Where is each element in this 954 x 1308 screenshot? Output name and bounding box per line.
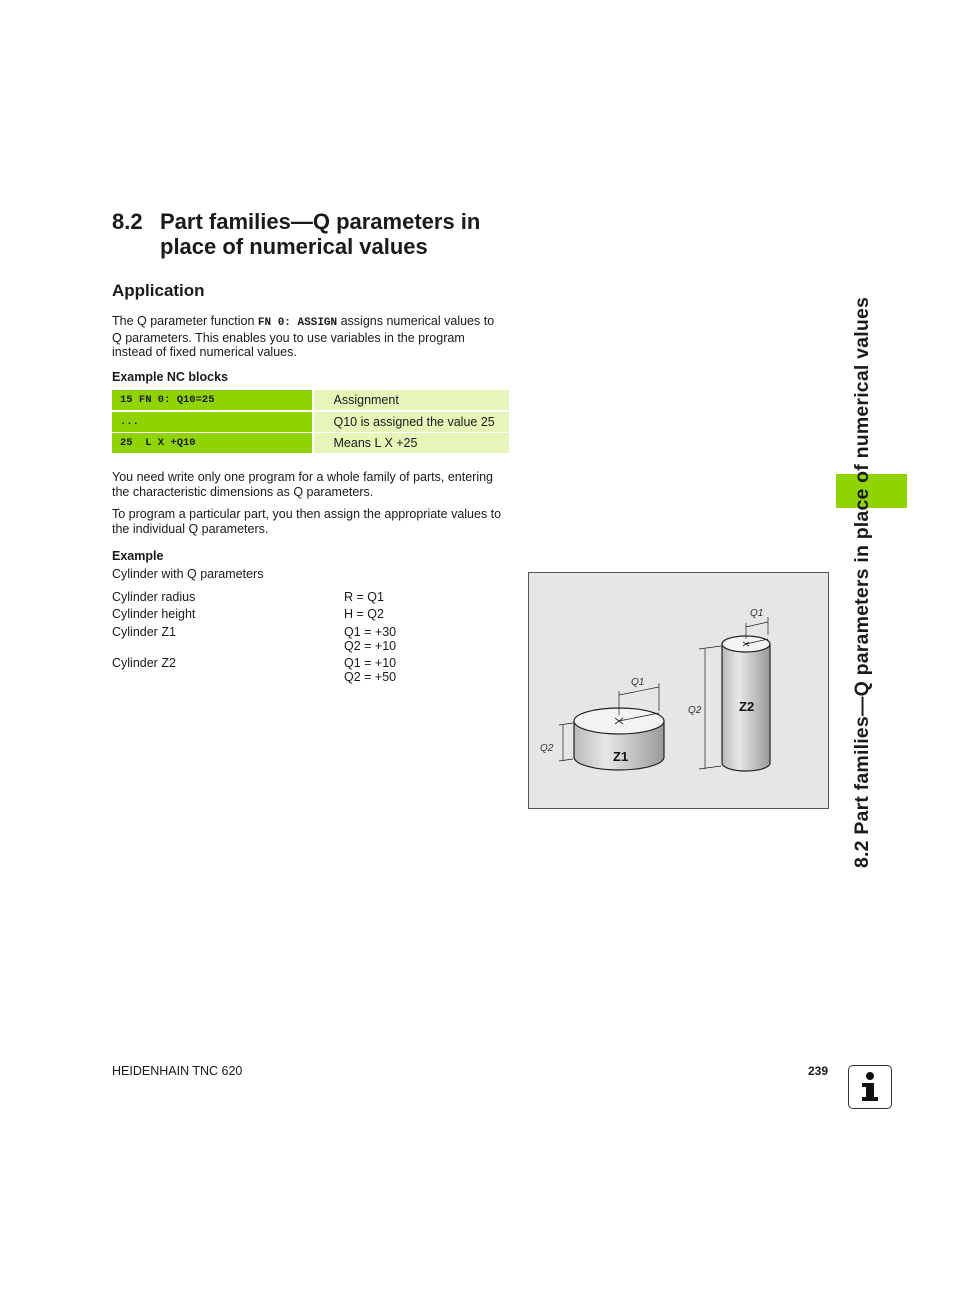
example-value: Q2 = +10 [344,639,397,653]
family-p1-line1: You need write only one program for a whole family of parts, entering [112,470,493,484]
page-number: 239 [808,1064,829,1078]
info-icon[interactable] [848,1065,892,1109]
intro-text-after: assigns numerical values to [337,314,495,328]
nc-description: Means L X +25 [314,433,510,453]
z1-label: Z1 [613,749,629,764]
family-p2-line1: To program a particular part, you then assign the appropriate values to [112,507,502,521]
application-heading: Application [112,281,205,300]
section-title [112,209,532,259]
example-label: Cylinder radius [112,590,196,604]
section-title-line1: Part families—Q parameters in [160,209,481,234]
family-paragraph-1 [112,470,510,499]
example-value: Q2 = +50 [344,670,397,684]
example-label: Cylinder Z1 [112,625,176,639]
nc-blocks-heading: Example NC blocks [112,370,229,384]
side-running-title: 8.2 Part families—Q parameters in place of numerical values [851,296,873,868]
example-label: Cylinder Z2 [112,656,176,670]
example-value: R = Q1 [344,590,384,604]
info-icon-glyph [849,1066,891,1108]
cylinder-figure [528,572,829,809]
intro-code: FN 0: ASSIGN [257,317,338,329]
example-subtitle: Cylinder with Q parameters [112,567,264,581]
z1-q2-label: Q2 [540,743,554,754]
family-p2-line2: the individual Q parameters. [112,521,269,536]
z2-q1-label: Q1 [750,608,764,619]
example-value: H = Q2 [344,607,384,621]
cylinder-z2 [699,617,770,771]
nc-row [112,390,509,410]
footer-manual-name: HEIDENHAIN TNC 620 [112,1064,243,1078]
intro-line-1 [112,314,510,331]
nc-code: ... [112,412,312,432]
nc-blocks-table [112,390,509,455]
example-heading: Example [112,549,164,563]
section-title-line2: place of numerical values [160,234,428,259]
intro-line-2: Q parameters. This enables you to use variables in the program [112,330,465,345]
nc-code: 15 FN 0: Q10=25 [112,390,312,410]
family-p1-line2: the characteristic dimensions as Q parameters. [112,484,374,499]
example-value: Q1 = +10 [344,656,397,670]
cylinder-z1 [559,683,664,770]
intro-line-3: instead of fixed numerical values. [112,345,297,359]
nc-row [112,433,509,453]
nc-description: Q10 is assigned the value 25 [314,412,510,432]
z1-q1-label: Q1 [631,677,645,688]
application-intro [112,314,510,360]
section-number: 8.2 [112,209,143,234]
intro-text: The Q parameter function [112,314,258,328]
z2-label: Z2 [739,699,755,714]
nc-description: Assignment [314,390,510,410]
nc-row [112,412,509,432]
example-label: Cylinder height [112,607,196,621]
example-value: Q1 = +30 [344,625,397,639]
nc-code: 25 L X +Q10 [112,433,312,453]
z2-q2-label: Q2 [688,705,702,716]
cylinder-drawing [529,573,828,808]
family-paragraph-2 [112,507,510,536]
